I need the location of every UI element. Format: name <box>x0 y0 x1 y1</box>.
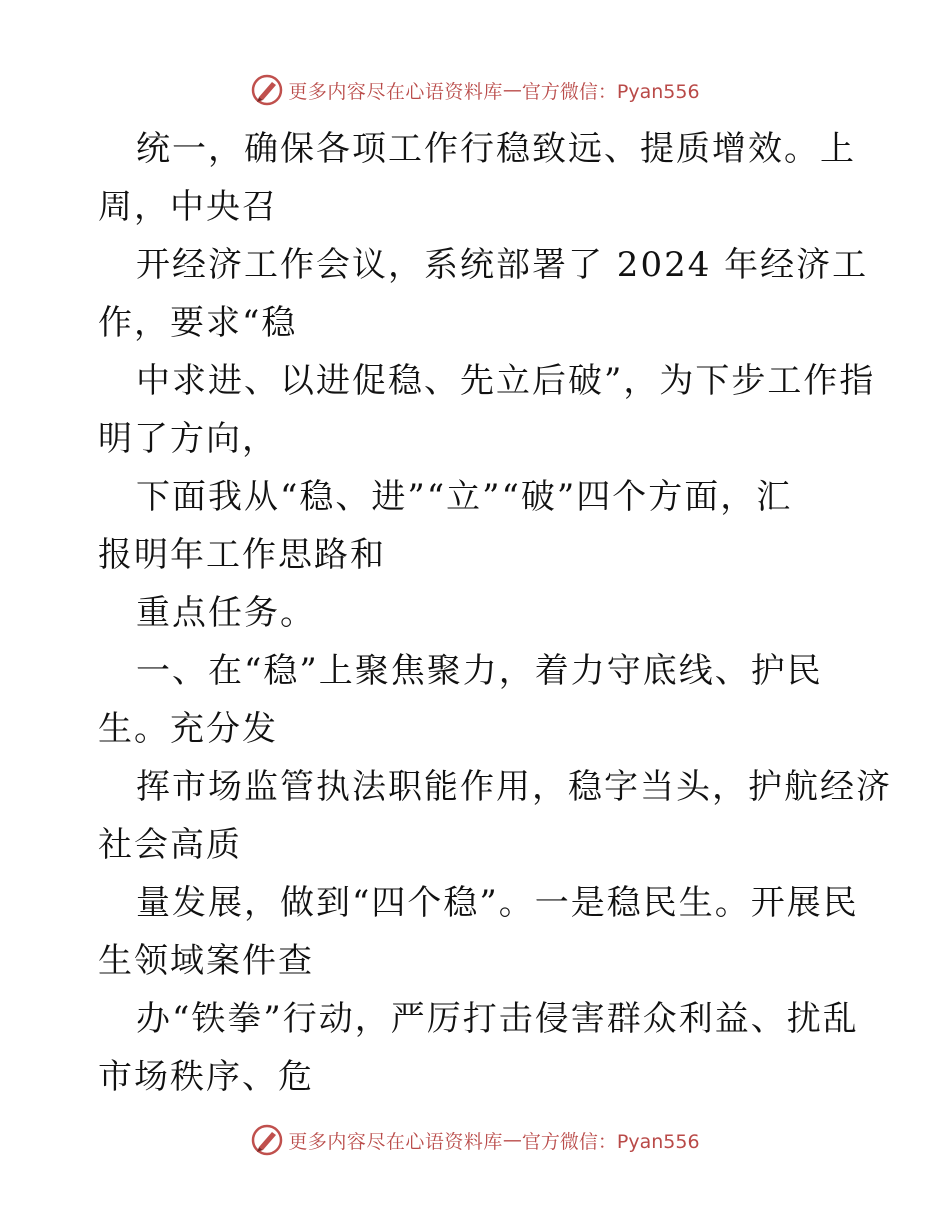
text-line: 周，中央召 <box>98 187 278 227</box>
text-line: 市场秩序、危 <box>98 1057 314 1097</box>
text-line: 生领域案件查 <box>98 941 314 981</box>
text-line: 一、在“稳”上聚焦聚力，着力守底线、护民 <box>136 651 823 691</box>
watermark-separator: — <box>502 1129 522 1151</box>
text-line: 开经济工作会议，系统部署了 2024 年经济工 <box>136 245 869 285</box>
text-line: 中求进、以进促稳、先立后破”，为下步工作指 <box>136 361 876 401</box>
text-line: 统一，确保各项工作行稳致远、提质增效。上 <box>136 129 856 169</box>
document-body <box>98 120 892 1106</box>
footer-watermark <box>0 1120 950 1160</box>
text-line: 办“铁拳”行动，严厉打击侵害群众利益、扰乱 <box>136 999 859 1039</box>
watermark-contact-text: 官方微信：Pyan556 <box>521 80 700 103</box>
watermark-contact-text: 官方微信：Pyan556 <box>521 1130 700 1153</box>
text-line: 生。充分发 <box>98 709 278 749</box>
header-watermark <box>0 70 950 110</box>
text-line: 明了方向， <box>98 419 278 459</box>
text-line: 下面我从“稳、进”“立”“破”四个方面，汇 <box>136 477 793 517</box>
watermark-main-text: 更多内容尽在心语资料库 <box>288 1130 503 1153</box>
watermark-main-text: 更多内容尽在心语资料库 <box>288 80 503 103</box>
text-line: 报明年工作思路和 <box>98 535 386 575</box>
text-line: 社会高质 <box>98 825 242 865</box>
watermark-separator: — <box>502 79 522 101</box>
text-line: 挥市场监管执法职能作用，稳字当头，护航经济 <box>136 767 892 807</box>
red-pen-logo-icon <box>250 73 284 107</box>
text-line: 量发展，做到“四个稳”。一是稳民生。开展民 <box>136 883 859 923</box>
text-line: 重点任务。 <box>136 593 316 633</box>
red-pen-logo-icon <box>250 1123 284 1157</box>
text-line: 作，要求“稳 <box>98 303 298 343</box>
